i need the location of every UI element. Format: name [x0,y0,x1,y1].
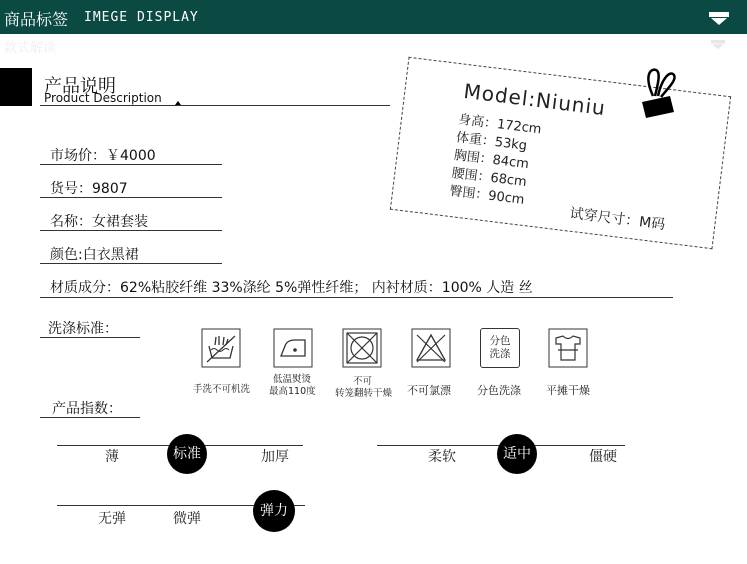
model-height: 身高：172cm [457,112,543,138]
name-text: 名称：女裙套装 [50,214,148,230]
thickness-selected: 标准 [167,434,207,474]
header-bar [0,0,747,34]
divider [40,263,222,264]
flat-dry-icon [548,328,588,368]
no-tumble-label-1: 不可 [353,376,373,387]
divider [40,297,673,298]
iron-low-icon [273,328,313,368]
fit-size: 试穿尺寸：M码 [568,205,667,234]
softness-selected: 适中 [497,434,537,474]
divider [40,197,222,198]
header-title-en: IMEGE DISPLAY [84,10,199,25]
separate-wash-label: 分色洗涤 [477,384,521,397]
no-bleach-label: 不可氯漂 [407,384,451,397]
model-hip: 臀围：90cm [448,183,526,208]
divider [40,230,222,231]
elasticity-selected: 弹力 [253,490,295,532]
thickness-right: 加厚 [261,449,289,465]
divider [40,337,140,338]
indices-label: 产品指数： [52,401,122,417]
model-waist: 腰围：68cm [450,165,528,191]
separate-wash-icon [480,328,520,368]
header-title-cn: 商品标签 [4,10,69,29]
hand-wash-icon [201,328,241,368]
iron-label-1: 低温熨烫 [273,374,312,385]
washing-label: 洗涤标准： [48,321,118,337]
chevron-down-icon[interactable] [709,12,729,26]
iron-label-2: 最高110度 [269,386,316,397]
section-subtitle: Product Description [44,91,162,105]
hand-wash-label: 手洗不可机洗 [193,384,251,395]
model-tag-card [390,57,731,249]
price-text: 市场价：￥4000 [50,148,156,164]
no-tumble-label-2: 转笼翻转干燥 [335,388,393,399]
no-tumble-dry-icon [342,328,382,368]
softness-right: 僵硬 [589,449,617,465]
section-title: 产品说明 [44,76,116,97]
model-name: Model:Niuniu [462,78,608,121]
divider [40,417,140,418]
flat-dry-label: 平摊干燥 [546,384,590,397]
separate-wash-glyph-2: 洗涤 [489,348,511,360]
thickness-left: 薄 [105,449,119,465]
section-marker [0,68,32,106]
separate-wash-glyph-1: 分色 [489,335,511,347]
elasticity-left: 无弹 [98,511,126,527]
ghost-chevron-icon [709,40,727,50]
elasticity-middle: 微弹 [173,511,201,527]
color-text: 颜色:白衣黑裙 [50,247,139,263]
no-bleach-icon [411,328,451,368]
section-pointer [175,101,181,105]
ghost-subheader: 款式解读 [4,41,57,56]
divider [40,164,222,165]
softness-left: 柔软 [428,449,456,465]
model-weight: 体重：53kg [455,130,528,154]
material-text: 材质成分：62%粘胶纤维 33%涤纶 5%弹性纤维； 内衬材质：100% 人造 丝 [50,280,533,296]
section-divider [40,105,390,106]
binder-clip-icon [636,66,678,122]
model-bust: 胸围：84cm [452,148,530,173]
sku-text: 货号：9807 [50,181,128,197]
